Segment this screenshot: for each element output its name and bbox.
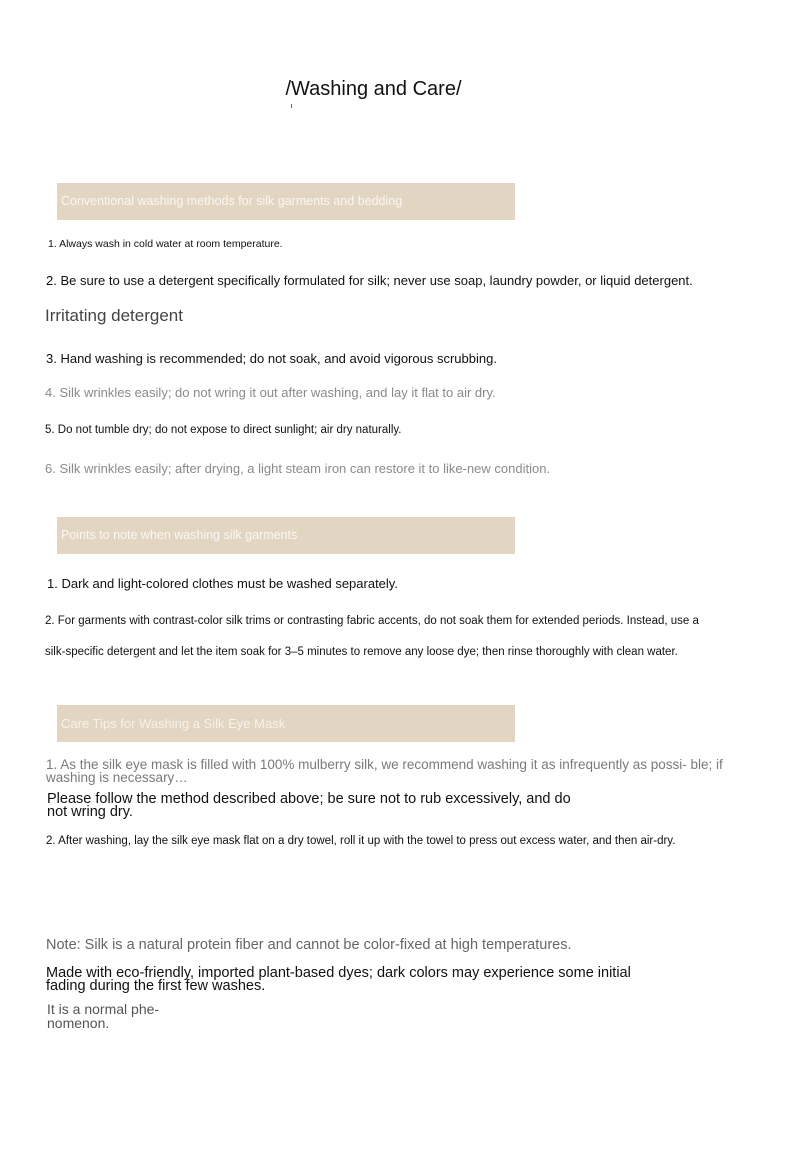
list-item: 4. Silk wrinkles easily; do not wring it out after washing, and lay it flat to air dry. [45,385,496,400]
list-item: silk-specific detergent and let the item soak for 3–5 minutes to remove any loose dye; then rinse thoroughly with clean water. [45,646,678,658]
section-heading-eye-mask [57,705,515,742]
section-heading-label: Care Tips for Washing a Silk Eye Mask [61,716,286,731]
list-item: Please follow the method described above; be sure not to rub excessively, and do not wring dry. [47,791,571,820]
list-item: 1. As the silk eye mask is filled with 100% mulberry silk, we recommend washing it as infrequently as possi- ble; if washing is necessary… [46,757,723,785]
title-tick [291,104,292,108]
list-item: 2. For garments with contrast-color silk trims or contrasting fabric accents, do not soak them for extended periods. Instead, use a [45,615,699,627]
list-item: 2. Be sure to use a detergent specifically formulated for silk; never use soap, laundry powder, or liquid detergent. [46,273,693,288]
list-item: 1. Always wash in cold water at room temperature. [48,238,283,250]
list-item: 6. Silk wrinkles easily; after drying, a light steam iron can restore it to like-new condition. [45,461,551,476]
list-item: 2. After washing, lay the silk eye mask flat on a dry towel, roll it up with the towel to press out excess water, and then air-dry. [46,835,676,847]
list-item: 1. Dark and light-colored clothes must be washed separately. [47,576,398,591]
list-item: Irritating detergent [45,306,183,325]
section-heading-label: Points to note when washing silk garments [61,528,298,542]
note-line-1: Note: Silk is a natural protein fiber and cannot be color-fixed at high temperatures. [46,937,572,953]
note-line-2: Made with eco-friendly, imported plant-based dyes; dark colors may experience some initial fading during the first few washes. [46,965,631,994]
list-item: 3. Hand washing is recommended; do not soak, and avoid vigorous scrubbing. [46,351,497,366]
list-item: 5. Do not tumble dry; do not expose to direct sunlight; air dry naturally. [45,424,402,436]
section-heading-label: Conventional washing methods for silk garments and bedding [61,194,403,208]
note-line-3: It is a normal phe- nomenon. [47,1001,160,1031]
page-title: /Washing and Care/ [285,78,462,100]
section-heading-points [57,517,515,554]
section-heading-conventional [57,183,515,220]
